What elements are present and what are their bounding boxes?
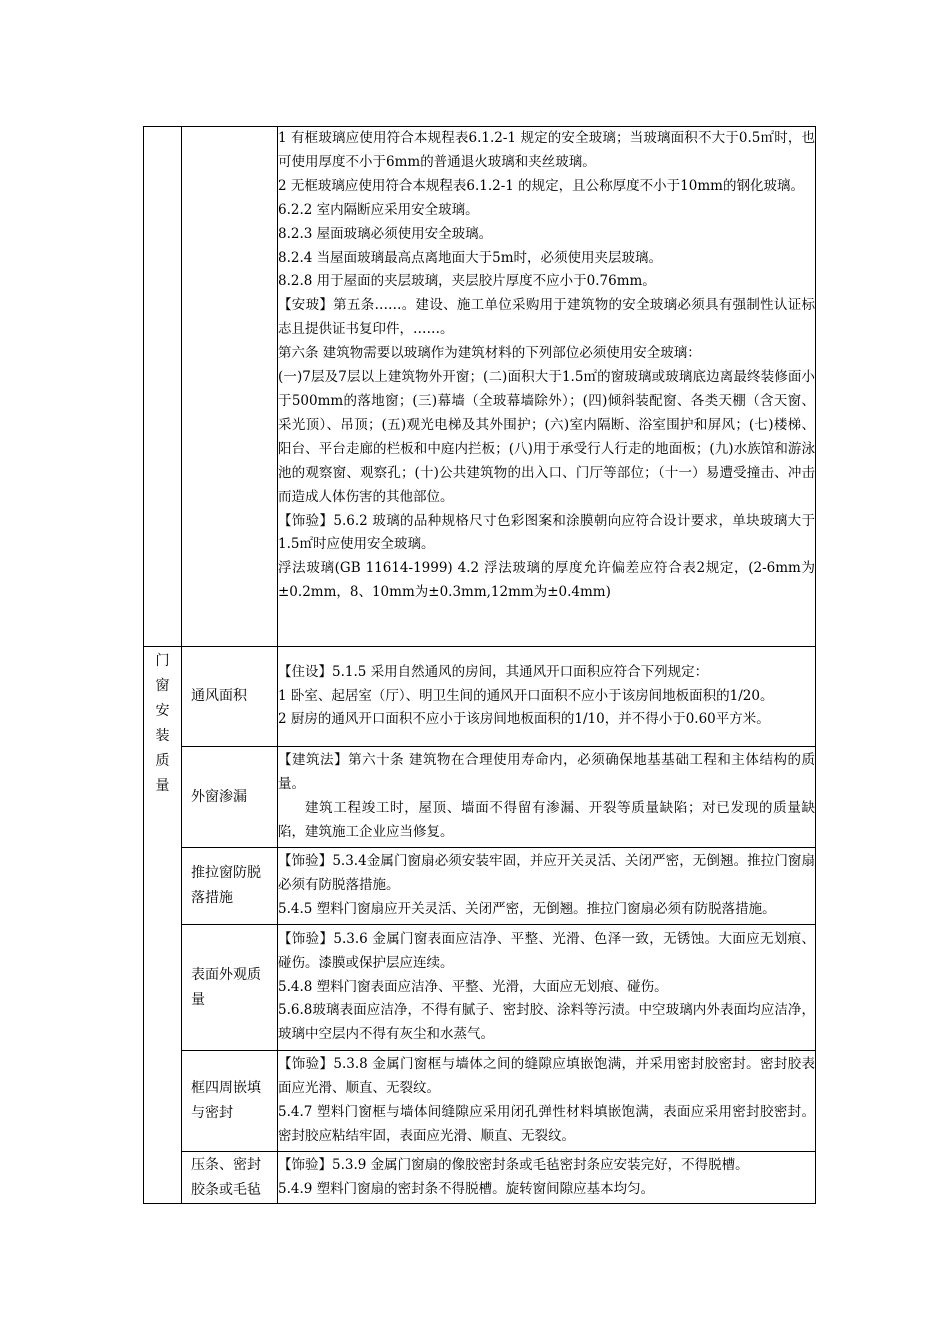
requirement-paragraph: 6.2.2 室内隔断应采用安全玻璃。 bbox=[278, 201, 479, 218]
requirement-paragraph: 【安玻】第五条……。建设、施工单位采购用于建筑物的安全玻璃必须具有强制性认证标志且提供证书复印件，……。 bbox=[278, 297, 815, 338]
requirement-cell bbox=[278, 925, 816, 1051]
item-label: 推拉窗防脱落措施 bbox=[182, 848, 278, 925]
item-cell-empty bbox=[182, 127, 278, 647]
requirement-paragraph: 【饰验】5.3.4金属门窗扇必须安装牢固，并应开关灵活、关闭严密，无倒翘。推拉门窗扇必须有防脱落措施。 bbox=[278, 853, 815, 894]
category-char: 窗 bbox=[155, 678, 170, 694]
requirement-cell bbox=[278, 127, 816, 647]
requirement-paragraph: 8.2.3 屋面玻璃必须使用安全玻璃。 bbox=[278, 225, 493, 242]
requirement-cell bbox=[278, 1152, 816, 1204]
requirement-paragraph: 【饰验】5.6.2 玻璃的品种规格尺寸色彩图案和涂膜朝向应符合设计要求，单块玻璃大于1.5㎡时应使用安全玻璃。 bbox=[278, 512, 815, 553]
category-char: 门 bbox=[155, 653, 170, 669]
requirement-paragraph: 【饰验】5.3.6 金属门窗表面应洁净、平整、光滑、色泽一致，无锈蚀。大面应无划痕、碰伤。漆膜或保护层应连续。 bbox=[278, 930, 815, 971]
specification-table bbox=[143, 126, 816, 1204]
requirement-cell bbox=[278, 747, 816, 848]
category-char: 量 bbox=[155, 778, 170, 794]
requirement-paragraph: 【建筑法】第六十条 建筑物在合理使用寿命内，必须确保地基基础工程和主体结构的质量。 bbox=[278, 752, 815, 793]
requirement-paragraph: 5.4.9 塑料门窗扇的密封条不得脱槽。旋转窗间隙应基本均匀。 bbox=[278, 1180, 655, 1197]
requirement-paragraph: 5.4.5 塑料门窗扇应开关灵活、关闭严密，无倒翘。推拉门窗扇必须有防脱落措施。 bbox=[278, 900, 776, 917]
table-row bbox=[144, 647, 816, 747]
table-row bbox=[144, 127, 816, 647]
requirement-paragraph: 第六条 建筑物需要以玻璃作为建筑材料的下列部位必须使用安全玻璃： bbox=[278, 345, 701, 362]
table-row bbox=[144, 925, 816, 1051]
requirement-paragraph: 【饰验】5.3.8 金属门窗框与墙体之间的缝隙应填嵌饱满，并采用密封胶密封。密封胶表面应光滑、顺直、无裂纹。 bbox=[278, 1056, 815, 1097]
category-char: 装 bbox=[155, 728, 170, 744]
category-cell-empty bbox=[144, 127, 182, 647]
item-label: 表面外观质量 bbox=[182, 925, 278, 1051]
item-label: 通风面积 bbox=[182, 647, 278, 747]
requirement-cell bbox=[278, 848, 816, 925]
requirement-paragraph: 【住设】5.1.5 采用自然通风的房间，其通风开口面积应符合下列规定： bbox=[278, 663, 709, 680]
requirement-paragraph: (一)7层及7层以上建筑物外开窗；(二)面积大于1.5㎡的窗玻璃或玻璃底边离最终装修面小于500mm的落地窗；(三)幕墙（全玻幕墙除外）；(四)倾斜装配窗、各类天棚（含天窗、采光顶）、吊顶；(五)观光电梯及其外围护；(六)室内隔断、浴室围护和屏风；(七)楼梯、阳台、平台走廊的栏板和中庭内拦板；(八)用于承受行人行走的地面板；(九)水族馆和游泳池的观察窗、观察孔；(十)公共建筑物的出入口、门厅等部位；（十一）易遭受撞击、冲击而造成人体伤害的其他部位。 bbox=[278, 369, 815, 505]
requirement-paragraph: 2 厨房的通风开口面积不应小于该房间地板面积的1/10，并不得小于0.60平方米。 bbox=[278, 711, 770, 728]
requirement-paragraph: 【饰验】5.3.9 金属门窗扇的像胶密封条或毛毡密封条应安装完好，不得脱槽。 bbox=[278, 1156, 749, 1173]
requirement-paragraph: 5.4.8 塑料门窗表面应洁净、平整、光滑，大面应无划痕、碰伤。 bbox=[278, 978, 668, 995]
requirement-paragraph: 1 卧室、起居室（厅）、明卫生间的通风开口面积不应小于该房间地板面积的1/20。 bbox=[278, 687, 774, 704]
requirement-paragraph: 5.4.7 塑料门窗框与墙体间缝隙应采用闭孔弹性材料填嵌饱满，表面应采用密封胶密封。密封胶应粘结牢固，表面应光滑、顺直、无裂纹。 bbox=[278, 1104, 815, 1144]
requirement-paragraph: 8.2.8 用于屋面的夹层玻璃，夹层胶片厚度不应小于0.76mm。 bbox=[278, 273, 656, 290]
item-label: 框四周嵌填与密封 bbox=[182, 1051, 278, 1152]
category-char: 安 bbox=[155, 703, 170, 719]
item-label: 压条、密封胶条或毛毡 bbox=[182, 1152, 278, 1204]
requirement-paragraph: 1 有框玻璃应使用符合本规程表6.1.2-1 规定的安全玻璃；当玻璃面积不大于0.5㎡时，也可使用厚度不小于6mm的普通退火玻璃和夹丝玻璃。 bbox=[278, 130, 815, 170]
item-label: 外窗渗漏 bbox=[182, 747, 278, 848]
table-row bbox=[144, 1051, 816, 1152]
requirement-paragraph: 建筑工程竣工时，屋顶、墙面不得留有渗漏、开裂等质量缺陷；对已发现的质量缺陷，建筑施工企业应当修复。 bbox=[278, 800, 815, 840]
requirement-paragraph: 2 无框玻璃应使用符合本规程表6.1.2-1 的规定，且公称厚度不小于10mm的钢化玻璃。 bbox=[278, 177, 804, 194]
table-row bbox=[144, 747, 816, 848]
requirement-cell bbox=[278, 1051, 816, 1152]
table-row bbox=[144, 1152, 816, 1204]
table-row bbox=[144, 848, 816, 925]
category-char: 质 bbox=[155, 753, 170, 769]
category-label bbox=[144, 647, 182, 1204]
requirement-paragraph: 8.2.4 当屋面玻璃最高点离地面大于5m时，必须使用夹层玻璃。 bbox=[278, 249, 663, 266]
requirement-cell bbox=[278, 647, 816, 747]
requirement-paragraph: 浮法玻璃(GB 11614-1999) 4.2 浮法玻璃的厚度允许偏差应符合表2规定，(2-6mm为±0.2mm，8、10mm为±0.3mm,12mm为±0.4mm) bbox=[278, 560, 815, 601]
requirement-paragraph: 5.6.8玻璃表面应洁净，不得有腻子、密封胶、涂料等污渍。中空玻璃内外表面均应洁净，玻璃中空层内不得有灰尘和水蒸气。 bbox=[278, 1002, 815, 1043]
